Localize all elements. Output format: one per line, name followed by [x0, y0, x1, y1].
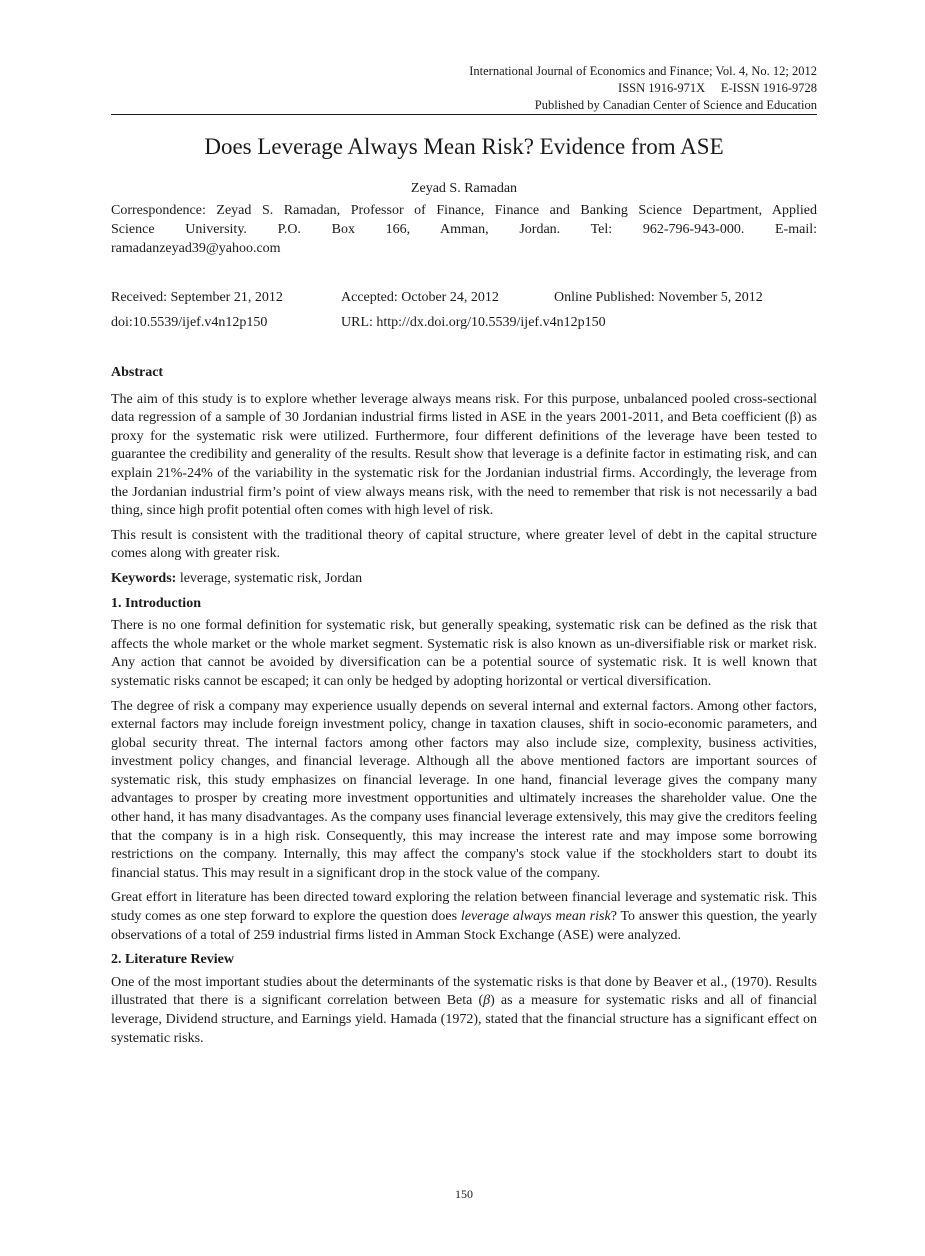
- doi: doi:10.5539/ijef.v4n12p150: [111, 315, 268, 330]
- keywords-label: Keywords:: [111, 570, 177, 586]
- paper-title: Does Leverage Always Mean Risk? Evidence from ASE: [204, 134, 724, 159]
- url-link[interactable]: URL: http://dx.doi.org/10.5539/ijef.v4n12p150: [341, 315, 606, 330]
- issn-line: ISSN 1916-971X E-ISSN 1916-9728: [618, 81, 817, 95]
- beta-symbol: β: [483, 993, 491, 1009]
- journal-citation: International Journal of Economics and Finance; Vol. 4, No. 12; 2012: [469, 64, 817, 78]
- correspondence-line-1: Correspondence: Zeyad S. Ramadan, Professor of Finance, Finance and Banking Science Department, Applied: [111, 203, 817, 218]
- lit-p1-text-b: ) as a measure for systematic risks and all of financial leverage, Dividend structure, and Earnings yield. Hamada (1972), stated that the financial structure has a significant effect on systematic risks.: [111, 993, 818, 1046]
- accepted-date: Accepted: October 24, 2012: [341, 290, 499, 305]
- keywords: [111, 570, 817, 589]
- correspondence-email: ramadanzeyad39@yahoo.com: [111, 241, 281, 256]
- main-text: [111, 364, 817, 1054]
- intro-paragraph-3: [111, 889, 817, 945]
- received-date: Received: September 21, 2012: [111, 290, 283, 305]
- correspondence-line-2: Science University. P.O. Box 166, Amman, Jordan. Tel: 962-796-943-000. E-mail:: [111, 222, 817, 237]
- intro-p3-emphasis: leverage always mean risk: [460, 909, 611, 925]
- doi-line: [111, 314, 817, 332]
- correspondence: [111, 201, 817, 258]
- author-name: Zeyad S. Ramadan: [410, 181, 518, 196]
- keywords-list: leverage, systematic risk, Jordan: [176, 570, 363, 586]
- intro-paragraph-1: There is no one formal definition for systematic risk, but generally speaking, systematic risk can be defined as the risk that affects the whole market or the whole market segment. Systematic risk is also known as un-diversifiable risk or market risk. Any action that cannot be avoided by diversification can be a potential source of systematic risk. It is well known that systematic risks cannot be escaped; it can only be hedged by adopting horizontal or vertical diversification.: [111, 618, 817, 689]
- publisher-line: Published by Canadian Center of Science and Education: [534, 98, 817, 112]
- published-date: Online Published: November 5, 2012: [554, 290, 763, 305]
- intro-paragraph-2: The degree of risk a company may experience usually depends on several internal and external factors. Among other factors, external factors may include foreign investment policy, change in taxation clauses, shift in socio-economic parameters, and global security threat. The internal factors among other factors may also include size, complexity, business activities, investment policy changes, and financial leverage. Although all the above mentioned factors are important sources of systematic risk, this study emphasizes on financial leverage. In one hand, financial leverage gives the company many advantages to prosper by creating more investment opportunities and ultimately increases the shareholder value. One the other hand, it has many disadvantages. As the company uses financial leverage extensively, this may give the creditors feeling that the company is in a high risk. Consequently, this may increase the interest rate and may impose some borrowing restrictions on the company. Internally, this may affect the company's stock value if the stockholders start to doubt its financial status. This may result in a significant drop in the stock value of the company.: [111, 698, 817, 881]
- section-heading-literature-review: 2. Literature Review: [111, 952, 234, 968]
- date-line: [111, 289, 817, 307]
- abstract-heading: Abstract: [111, 365, 164, 380]
- lit-p1-text-a: One of the most important studies about the determinants of the systematic risks is that done by Beaver et al., (1970). Results illustrated that there is a significant correlation between Beta (: [111, 974, 817, 1009]
- running-header: [469, 63, 817, 114]
- lit-paragraph-1: [111, 974, 817, 1048]
- header-divider: [111, 114, 817, 115]
- abstract-paragraph-2: This result is consistent with the traditional theory of capital structure, where greater level of debt in the capital structure comes along with greater risk.: [111, 527, 817, 562]
- intro-p3-text-a: Great effort in literature has been directed toward exploring the relation between financial leverage and systematic risk. This study comes as one step forward to explore the question does: [111, 890, 817, 925]
- section-heading-introduction: 1. Introduction: [111, 595, 201, 611]
- page-number: 150: [455, 1187, 473, 1201]
- abstract-paragraph-1: The aim of this study is to explore whether leverage always means risk. For this purpose, unbalanced pooled cross-sectional data regression of a sample of 30 Jordanian industrial firms listed in ASE in the years 2001-2011, and Beta coefficient (β) as proxy for the systematic risk were utilized. Furthermore, four different definitions of the leverage have been tested to guarantee the credibility and generality of the results. Result show that leverage is a definite factor in estimating risk, and can explain 21%-24% of the variability in the systematic risk for the Jordanian industrial firms. Accordingly, the leverage from the Jordanian industrial firm’s point of view always means risk, with the need to remember that risk is not necessarily a bad thing, since high profit potential often comes with high level of risk.: [111, 391, 817, 519]
- intro-p3-text-b: ? To answer this question, the yearly observations of a total of 259 industrial firms listed in Amman Stock Exchange (ASE) were analyzed.: [111, 909, 817, 943]
